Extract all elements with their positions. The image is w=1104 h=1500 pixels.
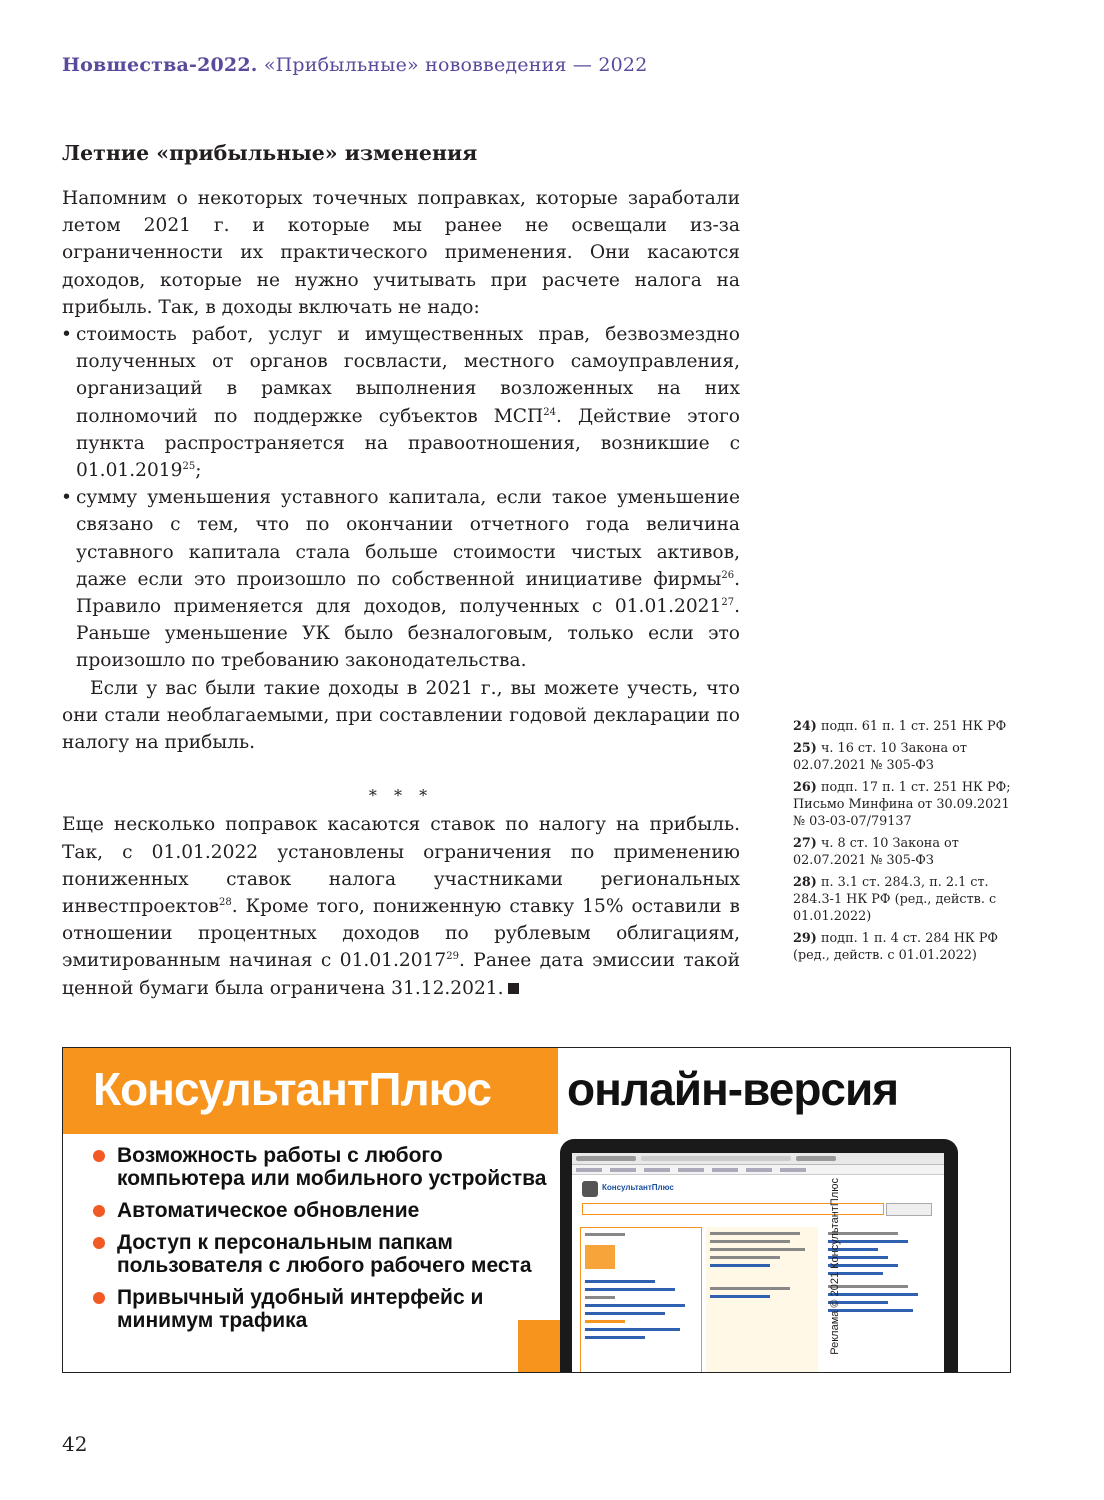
ad-online-title: онлайн-версия <box>567 1063 899 1115</box>
conclusion-paragraph: Если у вас были такие доходы в 2021 г., вы можете учесть, что они стали необлагаемыми, при составлении годовой декларации по налогу на прибыль. <box>62 677 740 754</box>
end-mark-icon <box>508 983 519 994</box>
running-head <box>62 54 647 76</box>
screen-brand: КонсультантПлюс <box>602 1183 674 1192</box>
article-body <box>62 185 740 1002</box>
running-head-title: «Прибыльные» нововведения — 2022 <box>263 54 648 76</box>
screen-find-button <box>886 1203 932 1216</box>
laptop-screen <box>572 1153 944 1373</box>
ad-disclaimer: Реклама © 2021 КонсультантПлюс <box>829 1178 842 1355</box>
ad-feature: Привычный удобный интерфейс и минимум трафика <box>93 1286 573 1332</box>
section-separator: * * * <box>368 786 434 806</box>
screen-logo-icon <box>582 1181 598 1197</box>
intro-paragraph: Напомним о некоторых точечных поправках, которые заработали летом 2021 г. и которые мы ранее не освещали из-за ограниченности их практического применения. Они касаются доходов, которые не нужно учитывать при расчете налога на прибыль. Так, в доходы включать не надо: <box>62 188 740 318</box>
footnote-ref: 25 <box>182 460 196 472</box>
ad-features <box>93 1144 573 1341</box>
section-heading: Летние «прибыльные» изменения <box>62 141 478 165</box>
running-head-section: Новшества-2022. <box>62 54 258 76</box>
footnote: 29) подп. 1 п. 4 ст. 284 НК РФ (ред., действ. с 01.01.2022) <box>793 931 999 963</box>
bullet-item: • сумму уменьшения уставного капитала, если такое уменьшение связано с тем, что по окончании отчетного года величина уставного капитала стала больше стоимости чистых активов, даже если это произошло по собственной инициативе фирмы$^{26}$. Правило применяется для доходов, полученных с 01.01.2021$^{27}$. Раньше уменьшение УК было безналоговым, только если это произошло по требованию законодательства. <box>62 484 740 674</box>
laptop-image <box>560 1139 958 1373</box>
browser-bookmarks <box>572 1165 944 1175</box>
bullet-item: • стоимость работ, услуг и имущественных прав, безвозмездно полученных от органов госвласти, местного самоуправления, организаций в рамках выполнения возложенных на них полномочий по поддержке субъектов МСП$^{24}$. Действие этого пункта распространяется на правоотношения, возникшие с 01.01.2019$^{25}$; <box>62 321 740 484</box>
footnotes <box>793 718 1023 969</box>
footnote: 24) подп. 61 п. 1 ст. 251 НК РФ <box>793 719 1007 734</box>
footnote: 27) ч. 8 ст. 10 Закона от 02.07.2021 № 305-ФЗ <box>793 836 959 868</box>
ad-feature: Доступ к персональным папкам пользователя с любого рабочего места <box>93 1231 573 1277</box>
footnote-ref: 27 <box>721 596 735 608</box>
ad-feature: Возможность работы с любого компьютера или мобильного устройства <box>93 1144 573 1190</box>
footnote: 25) ч. 16 ст. 10 Закона от 02.07.2021 № 305-ФЗ <box>793 741 967 773</box>
footnote-ref: 28 <box>219 896 232 908</box>
screen-middle-column <box>706 1227 818 1373</box>
footnote-ref: 26 <box>721 569 735 581</box>
footnote-ref: 24 <box>543 406 556 418</box>
browser-toolbar <box>572 1153 944 1165</box>
footnote-ref: 29 <box>446 951 459 963</box>
screen-news-column <box>580 1227 702 1373</box>
page-number: 42 <box>62 1432 88 1456</box>
footnote: 26) подп. 17 п. 1 ст. 251 НК РФ; Письмо Минфина от 30.09.2021 № 03-03-07/79137 <box>793 780 1011 829</box>
rates-paragraph: Еще несколько поправок касаются ставок по налогу на прибыль. Так, с 01.01.2022 установлены ограничения по применению пониженных ставок налога участниками региональных инвестпроектов$^{28}$. Кроме того, пониженную ставку 15% оставили в отношении процентных доходов по рублевым облигациям, эмитированным начиная с 01.01.2017$^{29}$. Ранее дата эмиссии такой ценной бумаги была ограничена 31.12.2021. <box>62 814 740 999</box>
ad-brand-title: КонсультантПлюс <box>93 1063 491 1115</box>
ad-feature: Автоматическое обновление <box>93 1199 573 1222</box>
advertisement[interactable] <box>62 1047 1011 1373</box>
footnote: 28) п. 3.1 ст. 284.3, п. 2.1 ст. 284.3-1 НК РФ (ред., действ. с 01.01.2022) <box>793 875 997 924</box>
